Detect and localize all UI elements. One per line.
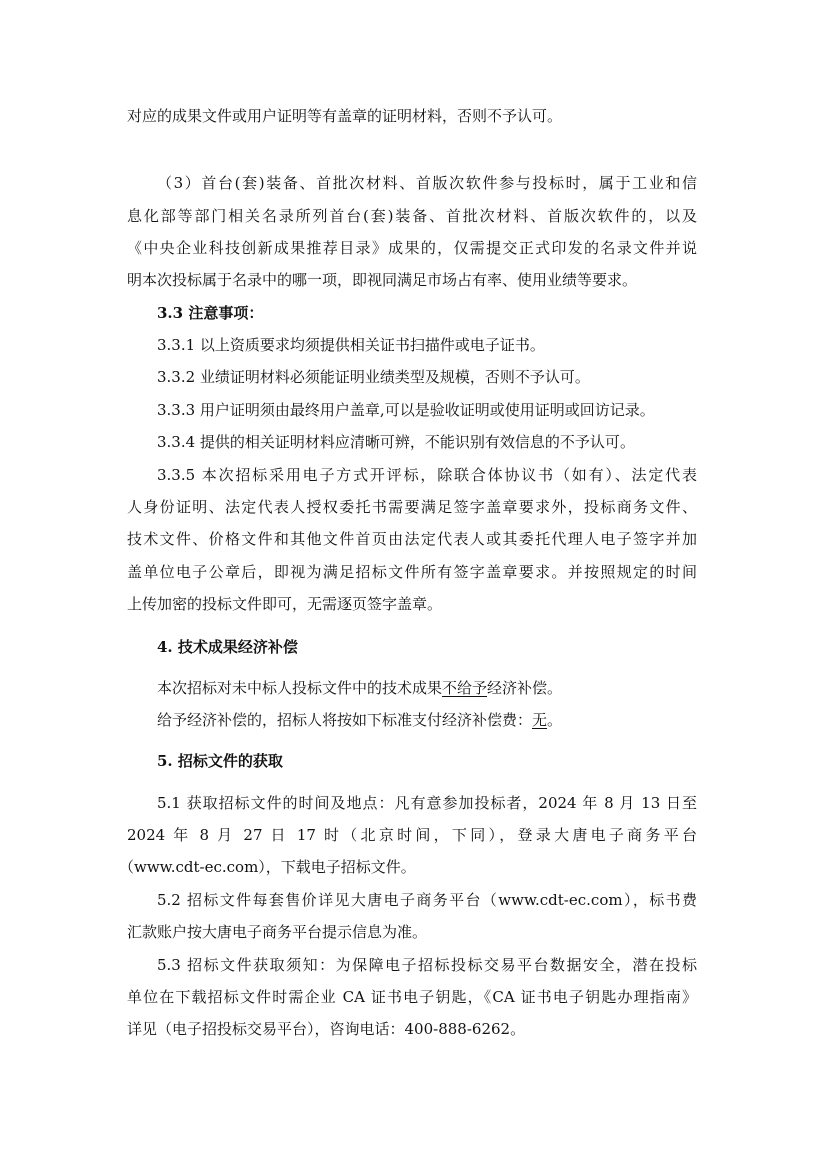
paragraph-line: 上传加密的投标文件即可，无需逐页签字盖章。 xyxy=(127,595,443,613)
paragraph-line: 单位在下载招标文件时需企业 CA 证书电子钥匙，《CA 证书电子钥匙办理指南》 xyxy=(127,988,697,1006)
paragraph-line: 《中央企业科技创新成果推荐目录》成果的，仅需提交正式印发的名录文件并说 xyxy=(127,239,697,257)
paragraph-line: 人身份证明、法定代表人授权委托书需要满足签字盖章要求外，投标商务文件、 xyxy=(127,498,697,516)
underlined-text: 不给予 xyxy=(442,679,488,697)
section-heading-5: 5. 招标文件的获取 xyxy=(157,752,283,770)
paragraph-line: 3.3.1 以上资质要求均须提供相关证书扫描件或电子证书。 xyxy=(157,336,545,354)
text-run: 经济补偿。 xyxy=(487,679,563,697)
paragraph-line: （www.cdt-ec.com），下载电子招标文件。 xyxy=(119,858,416,876)
paragraph-line: 3.3.2 业绩证明材料必须能证明业绩类型及规模，否则不予认可。 xyxy=(157,368,590,386)
paragraph-line: 3.3.4 提供的相关证明材料应清晰可辨，不能识别有效信息的不予认可。 xyxy=(157,433,635,451)
paragraph-line xyxy=(157,710,562,730)
paragraph-line: 明本次投标属于名录中的哪一项，即视同满足市场占有率、使用业绩等要求。 xyxy=(127,271,638,289)
paragraph-line: 5.1 获取招标文件的时间及地点：凡有意参加投标者，2024 年 8 月 13 日至 xyxy=(157,794,697,812)
text-run: 给予经济补偿的，招标人将按如下标准支付经济补偿费： xyxy=(157,711,533,729)
paragraph-line: 详见（电子招投标交易平台），咨询电话：400-888-6262。 xyxy=(127,1020,526,1038)
paragraph-line: 技术文件、价格文件和其他文件首页由法定代表人或其委托代理人电子签字并加 xyxy=(127,530,697,548)
underlined-text: 无 xyxy=(532,711,548,729)
paragraph-line: （3）首台(套)装备、首批次材料、首版次软件参与投标时，属于工业和信 xyxy=(157,174,697,192)
paragraph-line: 对应的成果文件或用户证明等有盖章的证明材料，否则不予认可。 xyxy=(127,107,563,125)
section-heading-4: 4. 技术成果经济补偿 xyxy=(157,638,298,656)
text-run: 本次招标对未中标人投标文件中的技术成果 xyxy=(157,679,443,697)
paragraph-line xyxy=(157,678,562,698)
paragraph-line: 5.3 招标文件获取须知：为保障电子招标投标交易平台数据安全，潜在投标 xyxy=(157,956,697,974)
paragraph-line: 息化部等部门相关名录所列首台(套)装备、首批次材料、首版次软件的，以及 xyxy=(127,207,697,225)
paragraph-line: 3.3.3 用户证明须由最终用户盖章,可以是验收证明或使用证明或回访记录。 xyxy=(157,401,655,419)
paragraph-line: 3.3.5 本次招标采用电子方式开评标，除联合体协议书（如有）、法定代表 xyxy=(157,466,697,484)
paragraph-line: 汇款账户按大唐电子商务平台提示信息为准。 xyxy=(127,923,428,941)
text-run: 。 xyxy=(547,711,563,729)
section-heading-3-3: 3.3 注意事项： xyxy=(157,304,264,322)
paragraph-line: 盖单位电子公章后，即视为满足招标文件所有签字盖章要求。并按照规定的时间 xyxy=(127,563,697,581)
paragraph-line: 5.2 招标文件每套售价详见大唐电子商务平台（www.cdt-ec.com），标书费 xyxy=(157,891,697,909)
paragraph-line: 2024 年 8 月 27 日 17 时（北京时间，下同），登录大唐电子商务平台 xyxy=(127,826,697,844)
